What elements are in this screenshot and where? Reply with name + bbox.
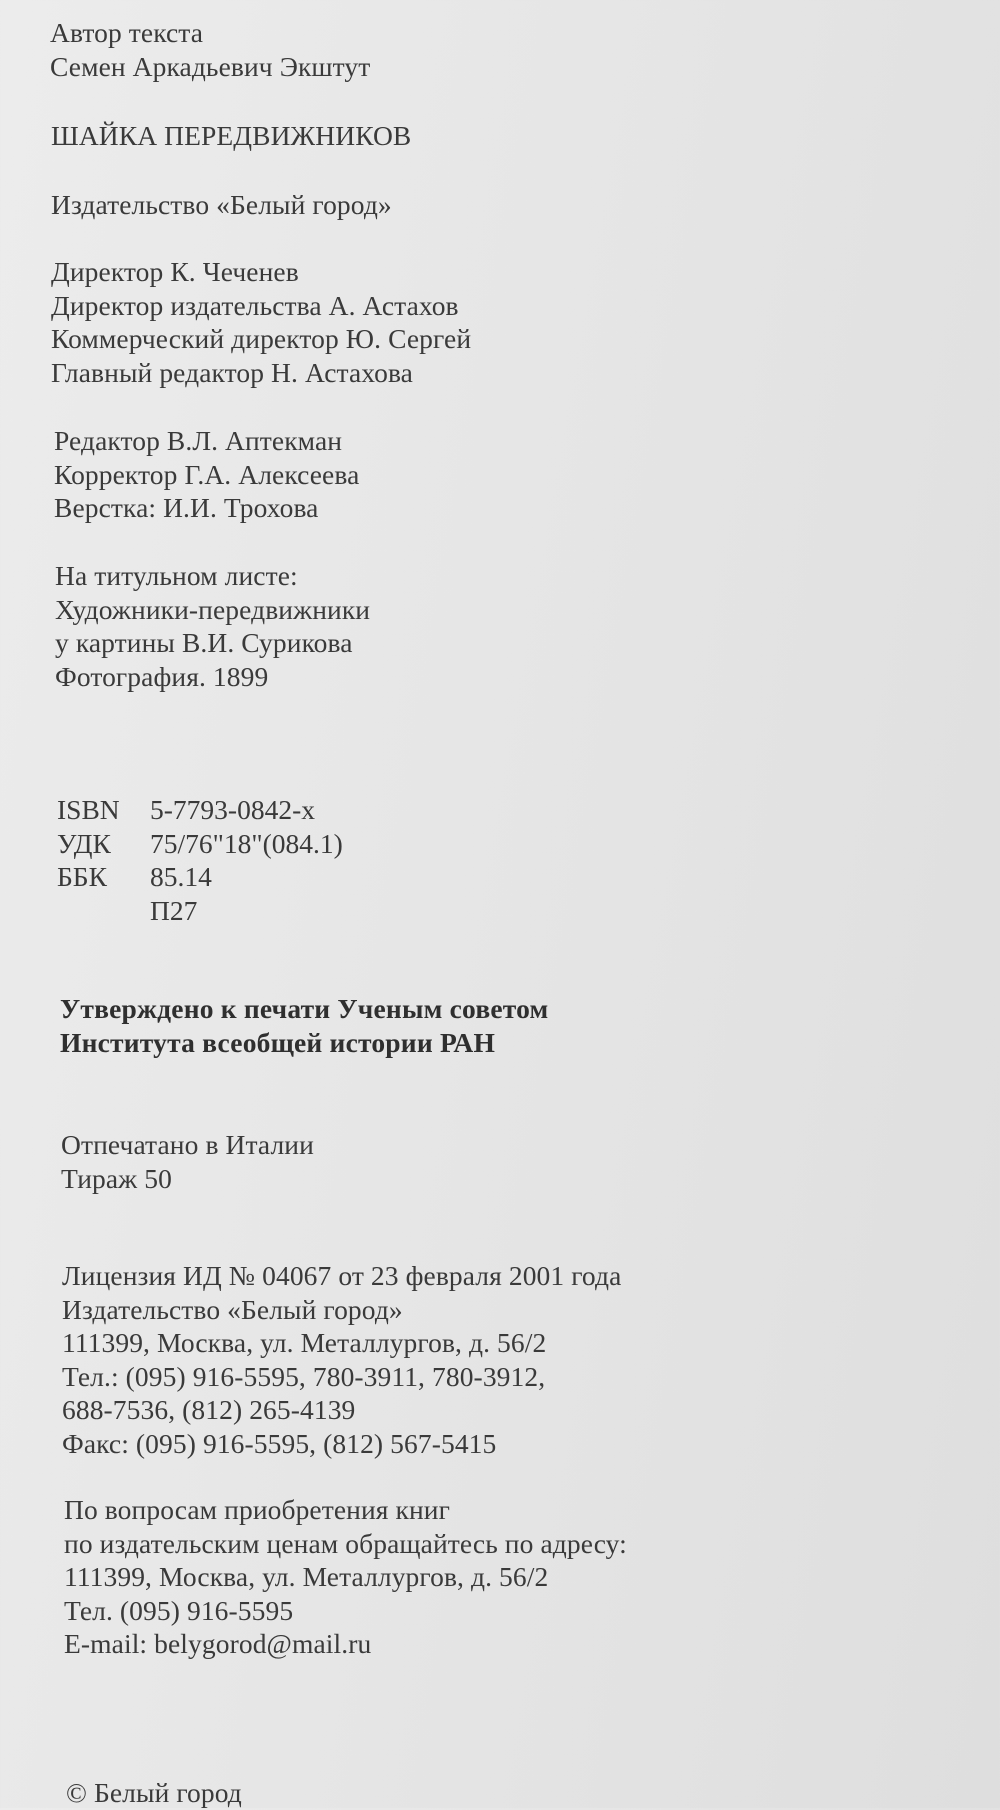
code-value: 75/76"18"(084.1) [150, 827, 343, 859]
code-value: 85.14 [150, 861, 212, 892]
purchase-line: по издательским ценам обращайтесь по адресу: [64, 1527, 627, 1559]
management-line: Коммерческий директор Ю. Сергей [51, 323, 472, 354]
code-key: ББК [57, 861, 107, 892]
purchase-email: E-mail: belygorod@mail.ru [64, 1628, 372, 1659]
publisher-block [51, 188, 392, 222]
purchase-line: 111399, Москва, ул. Металлургов, д. 56/2 [64, 1561, 549, 1592]
editorial-line: Редактор В.Л. Аптекман [54, 425, 343, 456]
publisher-line: Издательство «Белый город» [51, 189, 392, 220]
license-block [62, 1259, 621, 1460]
bbk-row [57, 860, 343, 894]
license-line: 111399, Москва, ул. Металлургов, д. 56/2 [62, 1327, 547, 1358]
author-name: Семен Аркадьевич Экштут [50, 50, 371, 82]
purchase-block [64, 1493, 627, 1661]
editorial-line: Верстка: И.И. Трохова [54, 492, 319, 523]
author-block [50, 16, 370, 83]
license-line: Тел.: (095) 916-5595, 780-3911, 780-3912, [62, 1360, 546, 1392]
license-line: Лицензия ИД № 04067 от 23 февраля 2001 года [62, 1260, 622, 1291]
code-value: 5-7793-0842-x [150, 794, 315, 825]
purchase-line: Тел. (095) 916-5595 [64, 1594, 294, 1626]
isbn-row [57, 793, 343, 827]
print-country: Отпечатано в Италии [61, 1129, 314, 1160]
book-title-block [51, 119, 411, 153]
author-mark-row [57, 894, 343, 928]
catalog-codes [57, 793, 343, 927]
license-line: 688-7536, (812) 265-4139 [62, 1394, 356, 1425]
title-page-note-block [55, 559, 370, 693]
license-line: Факс: (095) 916-5595, (812) 567-5415 [62, 1427, 497, 1459]
udk-row [57, 827, 343, 861]
approval-line: Утверждено к печати Ученым советом [60, 993, 549, 1024]
title-page-note-line: Фотография. 1899 [55, 660, 269, 692]
print-run: Тираж 50 [61, 1162, 172, 1194]
code-key: УДК [57, 827, 111, 859]
code-key [57, 894, 150, 928]
code-key: ISBN [57, 794, 120, 825]
copyright-block [66, 1776, 242, 1810]
approval-block [60, 992, 548, 1059]
title-page-note-line: у картины В.И. Сурикова [55, 627, 353, 658]
editorial-line: Корректор Г.А. Алексеева [54, 458, 360, 490]
code-value: П27 [150, 894, 198, 926]
author-label: Автор текста [50, 17, 204, 48]
management-line: Директор К. Чеченев [51, 256, 299, 287]
management-block [51, 255, 471, 389]
title-page-note-line: На титульном листе: [55, 560, 298, 591]
management-line: Главный редактор Н. Астахова [51, 356, 413, 388]
book-title: ШАЙКА ПЕРЕДВИЖНИКОВ [51, 120, 412, 151]
editorial-block [54, 424, 359, 525]
purchase-line: По вопросам приобретения книг [64, 1494, 450, 1525]
license-line: Издательство «Белый город» [62, 1293, 403, 1325]
copyright: © Белый город [66, 1777, 242, 1808]
print-info-block [61, 1128, 314, 1195]
approval-line: Института всеобщей истории РАН [60, 1026, 496, 1058]
management-line: Директор издательства А. Астахов [51, 289, 459, 321]
title-page-note-line: Художники-передвижники [55, 593, 371, 625]
